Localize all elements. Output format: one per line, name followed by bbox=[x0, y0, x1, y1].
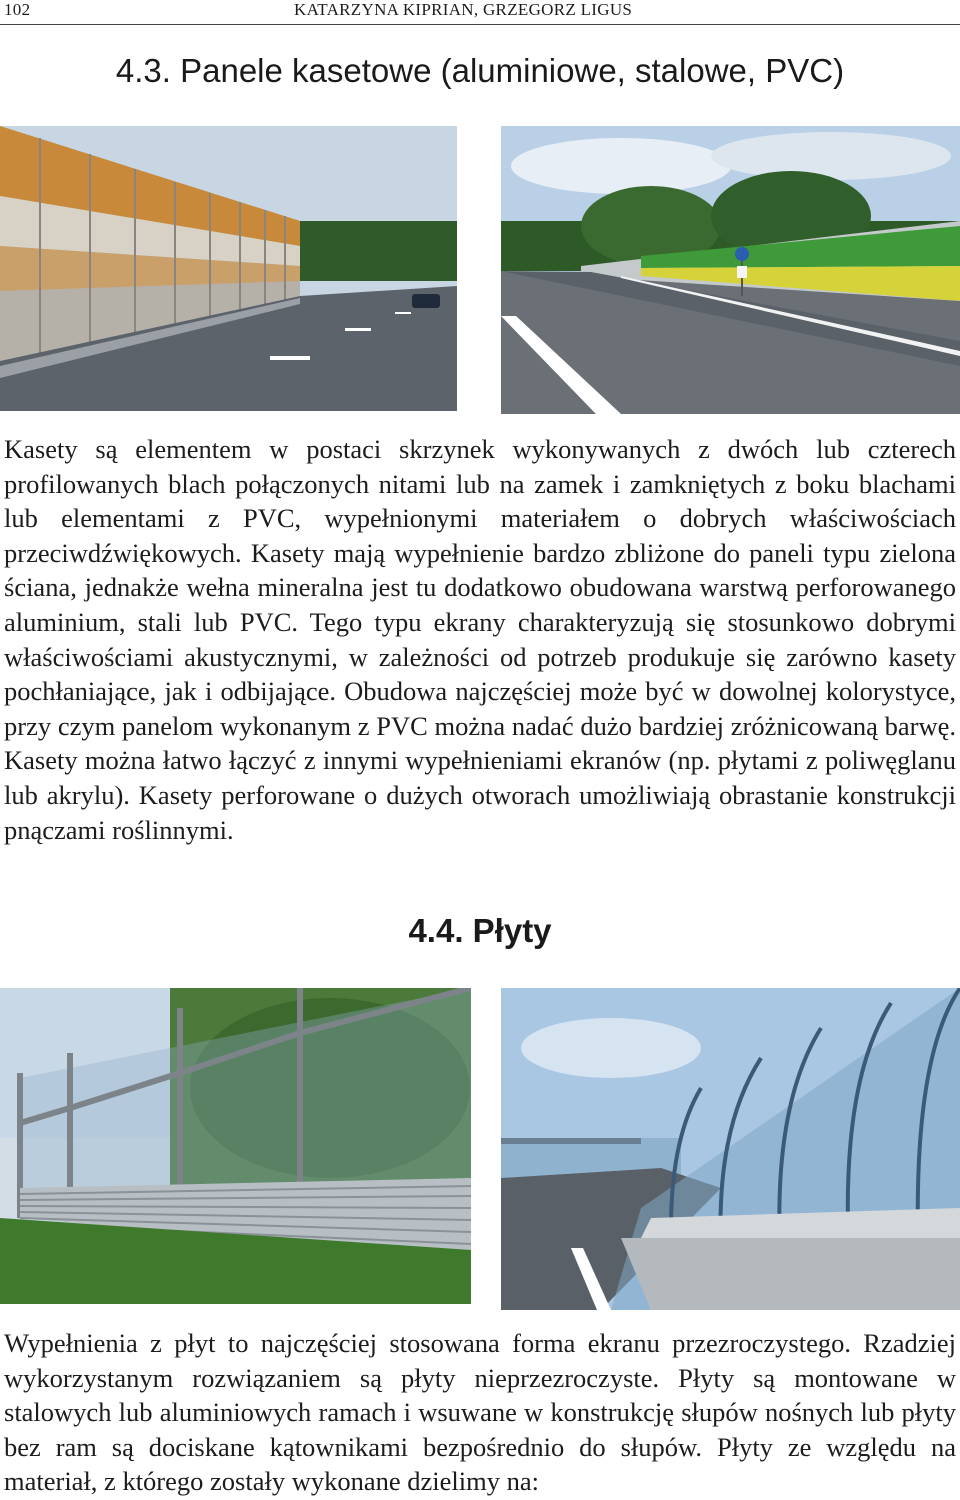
header-divider bbox=[0, 24, 960, 25]
section-4-3-paragraph: Kasety są elementem w postaci skrzynek wykonywanych z dwóch lub czterech profilowanych blach połączonych nitami lub na zamek i zamkniętych z boku blachami lub elementami z PVC, wypełnionymi materiałem o dobrych właściwościach przeciwdźwiękowych. Kasety mają wypełnienie bardzo zbliżone do paneli typu zielona ściana, jednakże wełna mineralna jest tu dodatkowo obudowana warstwą perforowanego aluminium, stali lub PVC. Tego typu ekrany charakteryzują się stosunkowo dobrymi właściwościami akustycznymi, w zależności od potrzeb produkuje się zarówno kasety pochłaniające, jak i odbijające. Obudowa najczęściej może być w dowolnej kolorystyce, przy czym panelom wykonanym z PVC można nadać dużo bardziej zróżnicowaną barwę. Kasety można łatwo łączyć z innymi wypełnieniami ekranów (np. płytami z poliwęglanu lub akrylu). Kasety perforowane o dużych otworach umożliwiają obrastanie konstrukcji pnączami roślinnymi. bbox=[4, 434, 956, 845]
photo-glass-panel-barrier bbox=[0, 988, 471, 1304]
page-header bbox=[0, 0, 960, 22]
section-heading-4-4: 4.4. Płyty bbox=[408, 912, 552, 949]
section-heading-4-3: 4.3. Panele kasetowe (aluminiowe, stalowe, PVC) bbox=[115, 52, 845, 89]
photo-curved-glass-barrier bbox=[501, 988, 960, 1310]
photo-cassette-barrier-orange bbox=[0, 126, 457, 411]
photo-cassette-barrier-green bbox=[501, 126, 960, 414]
page-number: 102 bbox=[4, 0, 31, 19]
running-title: KATARZYNA KIPRIAN, GRZEGORZ LIGUS bbox=[294, 0, 633, 19]
section-4-4-paragraph: Wypełnienia z płyt to najczęściej stosowana forma ekranu przezroczystego. Rzadziej wykorzystanym rozwiązaniem są płyty nieprzezroczyste. Płyty są montowane w stalowych lub aluminiowych ramach i wsuwane w konstrukcję słupów nośnych lub płyty bez ram są dociskane kątownikami bezpośrednio do słupów. Płyty ze względu na materiał, z którego zostały wykonane dzielimy na: bbox=[4, 1328, 956, 1497]
